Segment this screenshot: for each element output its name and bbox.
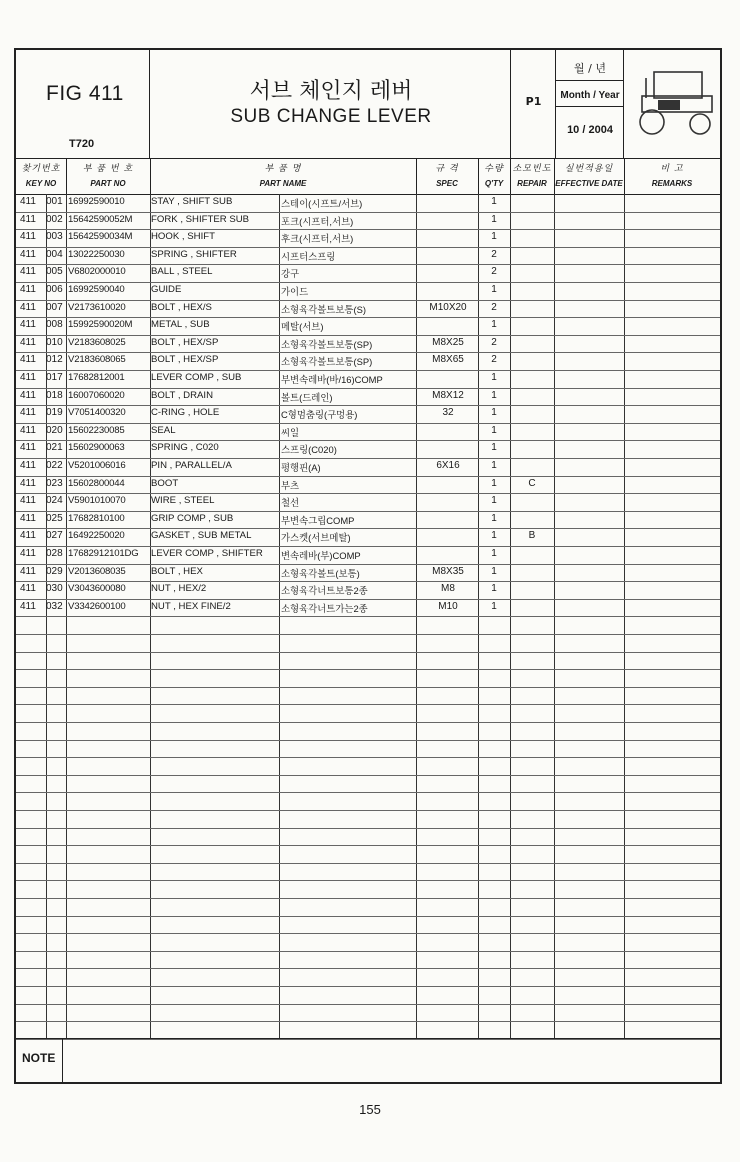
part-name-english: BALL , STEEL <box>151 266 213 278</box>
quantity: 2 <box>491 336 497 348</box>
table-row <box>16 229 720 248</box>
spec: 6X16 <box>436 460 460 471</box>
item-number: 028 <box>46 548 63 559</box>
title-korean: 서브 체인지 레버 <box>249 79 413 104</box>
part-name-english: SPRING , SHIFTER <box>151 248 237 260</box>
item-number: 021 <box>46 442 63 454</box>
table-row <box>16 194 720 213</box>
key-number: 411 <box>20 477 36 489</box>
part-name-korean: 후크(시프터,서브) <box>281 233 354 245</box>
part-number: 16492250020 <box>68 530 125 542</box>
item-number: 018 <box>46 389 63 401</box>
part-name-english: BOLT , HEX <box>151 565 203 577</box>
col-repair: 소모빈도 REPAIR <box>512 164 552 188</box>
part-name-english: FORK , SHIFTER SUB <box>151 213 250 225</box>
quantity: 1 <box>491 372 497 383</box>
note-label: NOTE <box>22 1051 56 1065</box>
table-row <box>16 212 720 231</box>
part-name-english: BOLT , HEX/SP <box>151 354 219 366</box>
page-number: 155 <box>359 1102 381 1117</box>
quantity: 1 <box>491 477 497 489</box>
part-number: 16007060020 <box>68 389 125 401</box>
quantity: 2 <box>491 266 497 278</box>
part-name-english: WIRE , STEEL <box>151 495 215 507</box>
part-name-english: BOLT , DRAIN <box>151 389 214 401</box>
quantity: 2 <box>491 354 497 366</box>
table-row <box>16 863 720 882</box>
item-number: 025 <box>46 512 63 524</box>
part-name-korean: 소형육각볼트(보통) <box>281 567 360 579</box>
part-name-english: PIN , PARALLEL/A <box>151 460 232 471</box>
date-label-korean: 월 / 년 <box>574 62 606 75</box>
part-name-korean: 소형육각볼트보통(SP) <box>281 338 373 350</box>
part-name-english: BOOT <box>151 477 179 489</box>
col-part-no: 부 품 번 호 PART NO <box>82 164 134 188</box>
quantity: 1 <box>491 495 497 507</box>
key-number: 411 <box>20 530 36 542</box>
table-row <box>16 528 720 547</box>
table-row <box>16 933 720 952</box>
table-row <box>16 951 720 970</box>
spec: M8X35 <box>432 565 464 577</box>
part-number: V2183608025 <box>68 336 126 348</box>
part-name-english: NUT , HEX/2 <box>151 583 207 595</box>
quantity: 1 <box>491 231 497 243</box>
table-row <box>16 669 720 688</box>
part-number: V3043600080 <box>68 583 126 595</box>
table-row <box>16 264 720 283</box>
table-row <box>16 564 720 583</box>
item-number: 019 <box>46 407 63 419</box>
page-id: P1 <box>525 95 542 108</box>
quantity: 1 <box>491 565 497 577</box>
col-spec: 규 격 SPEC <box>435 164 459 188</box>
quantity: 1 <box>491 389 497 401</box>
item-number: 001 <box>46 196 63 207</box>
model-name: T720 <box>69 138 95 150</box>
col-remarks: 비 고 REMARKS <box>651 164 693 188</box>
quantity: 1 <box>491 424 497 436</box>
key-number: 411 <box>20 372 36 383</box>
quantity: 1 <box>491 530 497 542</box>
item-number: 022 <box>46 460 63 471</box>
part-number: V5901010070 <box>68 495 126 507</box>
item-number: 008 <box>46 319 63 331</box>
item-number: 032 <box>46 600 63 612</box>
key-number: 411 <box>20 284 36 295</box>
item-number: 006 <box>46 284 63 295</box>
part-number: V5201006016 <box>68 460 126 471</box>
part-name-korean: 스테이(시프트/서브) <box>281 198 363 209</box>
repair-code: C <box>528 477 536 489</box>
part-name-english: BOLT , HEX/S <box>151 301 212 313</box>
col-effective-date: 실번적용일 EFFECTIVE DATE <box>555 164 623 188</box>
table-row <box>16 986 720 1005</box>
part-name-english: BOLT , HEX/SP <box>151 336 219 348</box>
quantity: 2 <box>491 301 497 313</box>
spec: 32 <box>442 407 454 419</box>
table-row <box>16 300 720 319</box>
item-number: 010 <box>46 336 63 348</box>
quantity: 1 <box>491 600 497 612</box>
table-row <box>16 599 720 618</box>
key-number: 411 <box>20 301 36 313</box>
table-row <box>16 581 720 600</box>
quantity: 1 <box>491 319 497 331</box>
item-number: 002 <box>46 213 63 225</box>
table-row <box>16 405 720 424</box>
table-row <box>16 916 720 935</box>
part-name-korean: 평행핀(A) <box>281 462 321 473</box>
part-number: 15602900063 <box>68 442 125 454</box>
title-english: SUB CHANGE LEVER <box>230 106 432 127</box>
table-row <box>16 335 720 354</box>
part-number: V3342600100 <box>68 600 126 612</box>
quantity: 1 <box>491 196 497 207</box>
part-number: 16992590010 <box>68 196 125 207</box>
quantity: 1 <box>491 284 497 295</box>
part-name-korean: 소형육각볼트보통(SP) <box>281 356 373 368</box>
key-number: 411 <box>20 548 36 559</box>
part-number: 15602230085 <box>68 424 125 436</box>
part-name-korean: 부츠 <box>281 479 300 491</box>
key-number: 411 <box>20 600 36 612</box>
table-row <box>16 898 720 917</box>
item-number: 024 <box>46 495 63 507</box>
part-name-english: LEVER COMP , SUB <box>151 372 242 383</box>
part-name-english: C-RING , HOLE <box>151 407 220 419</box>
table-row <box>16 1021 720 1040</box>
table-row <box>16 282 720 301</box>
col-part-name: 부 품 명 PART NAME <box>259 164 307 188</box>
col-qty: 수량 Q'TY <box>484 164 504 188</box>
note-section <box>16 1038 720 1083</box>
table-row <box>16 704 720 723</box>
part-number: V2173610020 <box>68 301 126 313</box>
part-number: 15642590034M <box>68 231 133 243</box>
part-number: V2183608065 <box>68 354 126 366</box>
table-row <box>16 546 720 565</box>
figure-number: FIG 411 <box>46 82 124 105</box>
part-name-korean: 시프터스프링 <box>281 250 336 262</box>
table-row <box>16 828 720 847</box>
item-number: 007 <box>46 301 63 313</box>
part-number: V7051400320 <box>68 407 126 419</box>
part-name-english: GRIP COMP , SUB <box>151 512 234 524</box>
part-name-english: LEVER COMP , SHIFTER <box>151 548 263 559</box>
key-number: 411 <box>20 495 36 507</box>
part-name-english: SEAL <box>151 424 176 436</box>
part-name-korean: 부변속그립COMP <box>281 514 355 526</box>
table-row <box>16 616 720 635</box>
item-number: 027 <box>46 530 63 542</box>
item-number: 003 <box>46 231 63 243</box>
part-name-english: GUIDE <box>151 284 182 295</box>
table-row <box>16 810 720 829</box>
parts-sheet <box>14 48 722 1084</box>
part-number: 17682912101DG <box>68 548 139 559</box>
key-number: 411 <box>20 512 36 524</box>
part-number: 15992590020M <box>68 319 133 331</box>
key-number: 411 <box>20 248 36 260</box>
spec: M10X20 <box>429 301 467 313</box>
table-row <box>16 458 720 477</box>
repair-code: B <box>528 530 536 542</box>
key-number: 411 <box>20 319 36 331</box>
quantity: 1 <box>491 442 497 454</box>
item-number: 017 <box>46 372 63 383</box>
quantity: 1 <box>491 213 497 225</box>
spec: M10 <box>438 600 458 612</box>
table-row <box>16 845 720 864</box>
table-row <box>16 440 720 459</box>
part-name-korean: 소형육각볼트보통(S) <box>281 303 366 315</box>
date-box <box>556 50 624 156</box>
parts-table <box>16 194 720 1038</box>
part-name-korean: 가이드 <box>281 286 309 297</box>
part-name-korean: 메탈(서브) <box>281 321 324 333</box>
part-name-korean: 변속레바(부)COMP <box>281 550 361 561</box>
part-name-korean: 철선 <box>281 497 300 509</box>
table-row <box>16 423 720 442</box>
item-number: 029 <box>46 565 63 577</box>
spec: M8 <box>441 583 455 595</box>
quantity: 1 <box>491 512 497 524</box>
part-number: 15642590052M <box>68 213 133 225</box>
spec: M8X25 <box>432 336 464 348</box>
part-name-korean: 씨일 <box>281 426 300 438</box>
key-number: 411 <box>20 266 36 278</box>
part-name-korean: 부변속레바(바/16)COMP <box>281 374 383 385</box>
part-number: 13022250030 <box>68 248 125 260</box>
table-row <box>16 476 720 495</box>
item-number: 005 <box>46 266 63 278</box>
item-number: 020 <box>46 424 63 436</box>
item-number: 023 <box>46 477 63 489</box>
key-number: 411 <box>20 196 36 207</box>
table-row <box>16 722 720 741</box>
spec: M8X65 <box>432 354 464 366</box>
table-row <box>16 247 720 266</box>
table-row <box>16 652 720 671</box>
key-number: 411 <box>20 407 36 419</box>
table-row <box>16 493 720 512</box>
part-number: 17682810100 <box>68 512 125 524</box>
part-name-english: HOOK , SHIFT <box>151 231 215 243</box>
table-row <box>16 634 720 653</box>
part-number: V6802000010 <box>68 266 126 278</box>
part-name-english: SPRING , C020 <box>151 442 219 454</box>
part-name-korean: 소형육각너트가는2종 <box>281 602 368 614</box>
quantity: 1 <box>491 583 497 595</box>
part-name-korean: 강구 <box>281 268 300 280</box>
part-name-korean: 볼트(드레인) <box>281 391 333 403</box>
key-number: 411 <box>20 354 36 366</box>
key-number: 411 <box>20 583 36 595</box>
table-row <box>16 740 720 759</box>
table-row <box>16 757 720 776</box>
sheet-header <box>16 50 720 159</box>
tractor-icon <box>634 62 714 142</box>
date-value: 10 / 2004 <box>567 124 613 136</box>
table-row <box>16 511 720 530</box>
item-number: 030 <box>46 583 63 595</box>
quantity: 1 <box>491 460 497 471</box>
key-number: 411 <box>20 442 36 454</box>
part-name-korean: 포크(시프터,서브) <box>281 215 354 227</box>
date-label-english: Month / Year <box>560 90 620 101</box>
part-number: 15602800044 <box>68 477 125 489</box>
table-row <box>16 317 720 336</box>
item-number: 004 <box>46 248 63 260</box>
quantity: 1 <box>491 548 497 559</box>
key-number: 411 <box>20 565 36 577</box>
key-number: 411 <box>20 213 36 225</box>
table-row <box>16 880 720 899</box>
table-row <box>16 388 720 407</box>
part-name-english: GASKET , SUB METAL <box>151 530 252 542</box>
part-number: V2013608035 <box>68 565 126 577</box>
key-number: 411 <box>20 389 36 401</box>
part-name-korean: 소형육각너트보통2종 <box>281 585 368 597</box>
key-number: 411 <box>20 231 36 243</box>
quantity: 2 <box>491 248 497 260</box>
table-row <box>16 370 720 389</box>
quantity: 1 <box>491 407 497 419</box>
table-row <box>16 775 720 794</box>
table-row <box>16 792 720 811</box>
table-row <box>16 1004 720 1023</box>
table-row <box>16 352 720 371</box>
part-name-korean: C형멈춤링(구멍용) <box>281 409 358 421</box>
part-name-korean: 가스켓(서브메탈) <box>281 532 351 544</box>
key-number: 411 <box>20 460 36 471</box>
col-key: 찾기번호 KEY NO <box>21 164 61 188</box>
key-number: 411 <box>20 424 36 436</box>
part-number: 16992590040 <box>68 284 125 295</box>
item-number: 012 <box>46 354 63 366</box>
part-name-korean: 스프링(C020) <box>281 444 337 456</box>
part-name-english: NUT , HEX FINE/2 <box>151 600 231 612</box>
table-row <box>16 687 720 706</box>
part-number: 17682812001 <box>68 372 125 383</box>
part-name-english: METAL , SUB <box>151 319 210 331</box>
part-name-english: STAY , SHIFT SUB <box>151 196 233 207</box>
column-headers <box>16 158 720 195</box>
spec: M8X12 <box>432 389 464 401</box>
key-number: 411 <box>20 336 36 348</box>
table-row <box>16 968 720 987</box>
